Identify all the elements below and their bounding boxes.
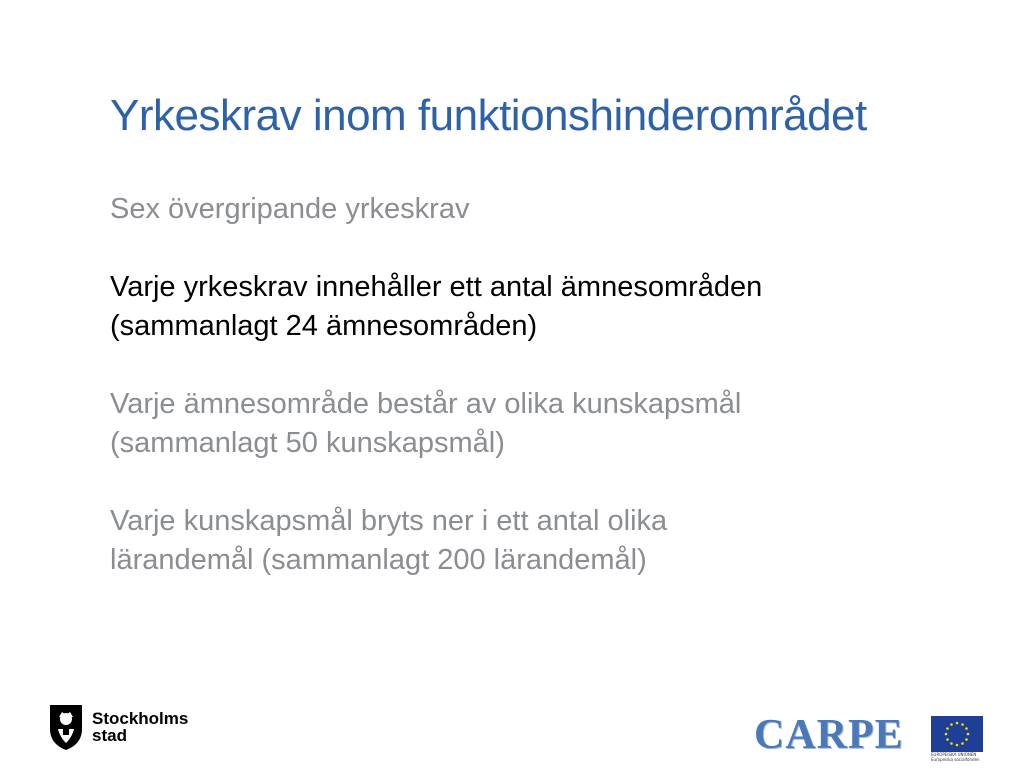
paragraph-overall-requirements: Sex övergripande yrkeskrav bbox=[110, 193, 470, 225]
slide-body bbox=[110, 190, 990, 619]
paragraph-knowledge-goals: Varje ämnesområde består av olika kunskapsmål (sammanlagt 50 kunskapsmål) bbox=[110, 388, 742, 459]
paragraph-subject-areas: Varje yrkeskrav innehåller ett antal ämnesområden (sammanlagt 24 ämnesområden) bbox=[110, 271, 763, 342]
eu-caption-line1: EUROPEISKA UNIONEN bbox=[931, 752, 977, 757]
eu-caption bbox=[931, 752, 991, 762]
stockholms-stad-wordmark bbox=[92, 710, 188, 744]
paragraph-learning-goals: Varje kunskapsmål bryts ner i ett antal olika lärandemål (sammanlagt 200 lärandemål) bbox=[110, 505, 668, 576]
eu-caption-line2: Europeiska socialfonden bbox=[931, 757, 980, 762]
stockholm-logo-line2: stad bbox=[92, 726, 127, 745]
slide-title: Yrkeskrav inom funktionshinderområdet bbox=[110, 91, 867, 140]
stockholm-logo-line1: Stockholms bbox=[92, 709, 189, 728]
stockholms-stad-logo bbox=[48, 703, 188, 751]
carpe-logo: CARPE bbox=[754, 712, 904, 758]
eu-flag-icon bbox=[931, 716, 983, 752]
stockholm-crest-icon bbox=[48, 703, 84, 751]
